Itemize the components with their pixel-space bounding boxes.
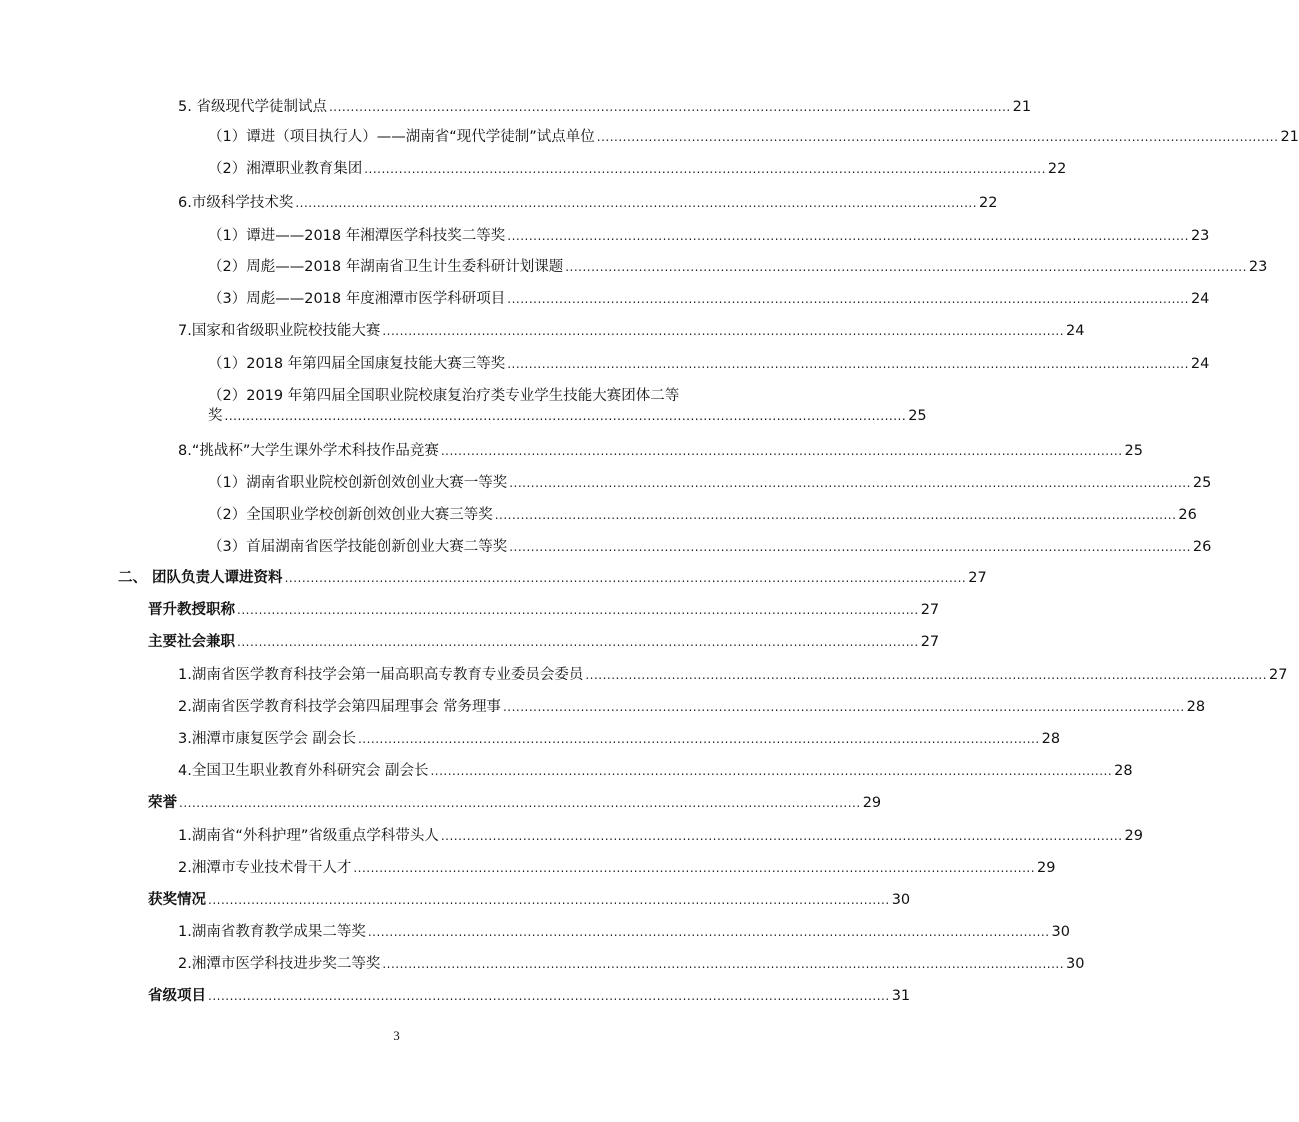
toc-entry-page: 28 bbox=[1114, 763, 1133, 779]
toc-entry-title: （2）2019 年第四届全国职业院校康复治疗类专业学生技能大赛团体二等 bbox=[208, 388, 680, 404]
toc-entry[interactable] bbox=[208, 505, 1197, 525]
toc-entry[interactable] bbox=[148, 793, 882, 813]
toc-entry[interactable] bbox=[148, 632, 940, 652]
toc-leader-dots: .............................................................................................................................................................. bbox=[509, 476, 1191, 490]
toc-leader-dots: .............................................................................................................................................................. bbox=[430, 764, 1113, 778]
toc-entry-title: 获奖情况 bbox=[148, 892, 206, 908]
toc-entry-title: （1）谭进（项目执行人）——湖南省“现代学徒制”试点单位 bbox=[208, 129, 595, 145]
toc-entry-page: 27 bbox=[1269, 667, 1288, 683]
toc-entry-page: 29 bbox=[1037, 860, 1056, 876]
toc-leader-dots: .............................................................................................................................................................. bbox=[237, 635, 919, 649]
toc-entry[interactable] bbox=[178, 665, 1288, 685]
toc-entry-title: （1）2018 年第四届全国康复技能大赛三等奖 bbox=[208, 356, 506, 372]
toc-entry-title: 荣誉 bbox=[148, 795, 177, 811]
toc-leader-dots: .............................................................................................................................................................. bbox=[382, 957, 1065, 971]
toc-entry-title: （2）全国职业学校创新创效创业大赛三等奖 bbox=[208, 507, 493, 523]
toc-entry-page: 29 bbox=[1124, 828, 1143, 844]
toc-entry[interactable] bbox=[178, 922, 1070, 942]
toc-entry[interactable] bbox=[178, 826, 1143, 846]
toc-entry[interactable] bbox=[148, 986, 911, 1006]
toc-leader-dots: .............................................................................................................................................................. bbox=[440, 829, 1123, 843]
toc-entry[interactable] bbox=[178, 954, 1085, 974]
toc-entry[interactable] bbox=[178, 441, 1143, 461]
toc-entry-page: 24 bbox=[1190, 291, 1210, 307]
toc-entry-title: 7.国家和省级职业院校技能大赛 bbox=[178, 323, 381, 339]
toc-leader-dots: .............................................................................................................................................................. bbox=[440, 444, 1123, 458]
toc-entry[interactable] bbox=[208, 159, 1067, 179]
toc-leader-dots: .............................................................................................................................................................. bbox=[382, 324, 1065, 338]
toc-leader-dots: .............................................................................................................................................................. bbox=[237, 603, 919, 617]
toc-entry[interactable] bbox=[208, 537, 1212, 557]
toc-entry[interactable] bbox=[178, 321, 1085, 341]
toc-leader-dots: .............................................................................................................................................................. bbox=[179, 796, 861, 810]
toc-entry-page: 29 bbox=[862, 795, 882, 811]
toc-section-entry[interactable] bbox=[118, 568, 987, 588]
toc-leader-dots: .............................................................................................................................................................. bbox=[353, 861, 1036, 875]
toc-entry-page: 25 bbox=[1124, 443, 1143, 459]
toc-entry-title: 2.湖南省医学教育科技学会第四届理事会 常务理事 bbox=[178, 699, 501, 715]
toc-entry-page: 30 bbox=[891, 892, 911, 908]
toc-leader-dots: .............................................................................................................................................................. bbox=[208, 989, 890, 1003]
toc-entry[interactable] bbox=[178, 858, 1056, 878]
toc-entry-title-continued: 奖 bbox=[208, 408, 223, 424]
toc-entry-title: 1.湖南省教育教学成果二等奖 bbox=[178, 924, 366, 940]
toc-leader-dots: .............................................................................................................................................................. bbox=[284, 571, 967, 585]
toc-entry-title: （3）周彪——2018 年度湘潭市医学科研项目 bbox=[208, 291, 506, 307]
toc-entry-title: 3.湘潭市康复医学会 副会长 bbox=[178, 731, 356, 747]
toc-entry-title: 4.全国卫生职业教育外科研究会 副会长 bbox=[178, 763, 429, 779]
toc-entry-title: 1.湖南省“外科护理”省级重点学科带头人 bbox=[178, 828, 439, 844]
toc-entry[interactable] bbox=[148, 890, 911, 910]
toc-entry-title: 2.湘潭市专业技术骨干人才 bbox=[178, 860, 352, 876]
toc-leader-dots: .............................................................................................................................................................. bbox=[565, 260, 1247, 274]
toc-entry[interactable] bbox=[208, 354, 1210, 374]
toc-entry-page: 24 bbox=[1190, 356, 1210, 372]
toc-entry-page: 30 bbox=[1066, 956, 1085, 972]
toc-leader-dots: .............................................................................................................................................................. bbox=[507, 229, 1189, 243]
toc-leader-dots: .............................................................................................................................................................. bbox=[357, 732, 1040, 746]
toc-entry[interactable] bbox=[208, 386, 927, 426]
toc-entry[interactable] bbox=[208, 289, 1210, 309]
toc-entry-page: 26 bbox=[1192, 539, 1212, 555]
toc-entry-title: 二、 团队负责人谭进资料 bbox=[118, 570, 283, 586]
toc-leader-dots: .............................................................................................................................................................. bbox=[502, 700, 1185, 714]
toc-leader-dots: .............................................................................................................................................................. bbox=[596, 130, 1279, 144]
toc-entry-title: （1）湖南省职业院校创新创效创业大赛一等奖 bbox=[208, 475, 508, 491]
toc-entry-page: 21 bbox=[1012, 99, 1032, 115]
toc-leader-dots: .............................................................................................................................................................. bbox=[507, 357, 1189, 371]
toc-entry-page: 25 bbox=[908, 408, 927, 424]
toc-entry[interactable] bbox=[148, 600, 940, 620]
toc-leader-dots: .............................................................................................................................................................. bbox=[224, 409, 907, 423]
toc-entry-page: 31 bbox=[891, 988, 911, 1004]
toc-leader-dots: .............................................................................................................................................................. bbox=[328, 100, 1011, 114]
toc-entry-title: 2.湘潭市医学科技进步奖二等奖 bbox=[178, 956, 381, 972]
toc-leader-dots: .............................................................................................................................................................. bbox=[585, 668, 1268, 682]
toc-entry-page: 21 bbox=[1280, 129, 1299, 145]
toc-entry-page: 22 bbox=[979, 195, 998, 211]
toc-leader-dots: .............................................................................................................................................................. bbox=[509, 540, 1191, 554]
toc-entry-page: 23 bbox=[1190, 228, 1210, 244]
toc-entry-title: 5. 省级现代学徒制试点 bbox=[178, 99, 327, 115]
toc-entry[interactable] bbox=[178, 193, 998, 213]
toc-entry-title: 主要社会兼职 bbox=[148, 634, 235, 650]
toc-entry[interactable] bbox=[208, 257, 1268, 277]
toc-entry-page: 26 bbox=[1178, 507, 1197, 523]
toc-leader-dots: .............................................................................................................................................................. bbox=[367, 925, 1050, 939]
toc-entry[interactable] bbox=[208, 473, 1212, 493]
toc-entry-page: 24 bbox=[1066, 323, 1085, 339]
toc-entry-title: （3）首届湖南省医学技能创新创业大赛二等奖 bbox=[208, 539, 508, 555]
toc-entry-title: 晋升教授职称 bbox=[148, 602, 235, 618]
toc-entry[interactable] bbox=[178, 697, 1206, 717]
toc-entry-page: 27 bbox=[920, 602, 940, 618]
toc-entry-page: 28 bbox=[1041, 731, 1061, 747]
toc-entry-title: （1）谭进——2018 年湘潭医学科技奖二等奖 bbox=[208, 228, 506, 244]
toc-leader-dots: .............................................................................................................................................................. bbox=[364, 162, 1046, 176]
toc-leader-dots: .............................................................................................................................................................. bbox=[208, 893, 890, 907]
toc-entry-page: 27 bbox=[920, 634, 940, 650]
toc-entry[interactable] bbox=[178, 761, 1133, 781]
toc-leader-dots: .............................................................................................................................................................. bbox=[494, 508, 1177, 522]
toc-entry-page: 22 bbox=[1047, 161, 1067, 177]
toc-entry-page: 25 bbox=[1192, 475, 1212, 491]
toc-entry[interactable] bbox=[208, 127, 1299, 147]
toc-leader-dots: .............................................................................................................................................................. bbox=[507, 292, 1189, 306]
toc-entry-page: 23 bbox=[1248, 259, 1268, 275]
page-number: 3 bbox=[393, 1028, 400, 1043]
toc-entry-page: 27 bbox=[968, 570, 987, 586]
toc-entry-title: （2）湘潭职业教育集团 bbox=[208, 161, 363, 177]
toc-entry-title: （2）周彪——2018 年湖南省卫生计生委科研计划课题 bbox=[208, 259, 564, 275]
toc-entry[interactable] bbox=[178, 729, 1061, 749]
toc-entry[interactable] bbox=[208, 226, 1210, 246]
toc-entry-title: 6.市级科学技术奖 bbox=[178, 195, 294, 211]
toc-entry-title: 省级项目 bbox=[148, 988, 206, 1004]
toc-leader-dots: .............................................................................................................................................................. bbox=[295, 196, 978, 210]
toc-entry[interactable] bbox=[178, 97, 1032, 117]
toc-entry-page: 28 bbox=[1186, 699, 1206, 715]
toc-entry-title: 1.湖南省医学教育科技学会第一届高职高专教育专业委员会委员 bbox=[178, 667, 584, 683]
toc-entry-page: 30 bbox=[1051, 924, 1070, 940]
toc-entry-title: 8.“挑战杯”大学生课外学术科技作品竞赛 bbox=[178, 443, 439, 459]
